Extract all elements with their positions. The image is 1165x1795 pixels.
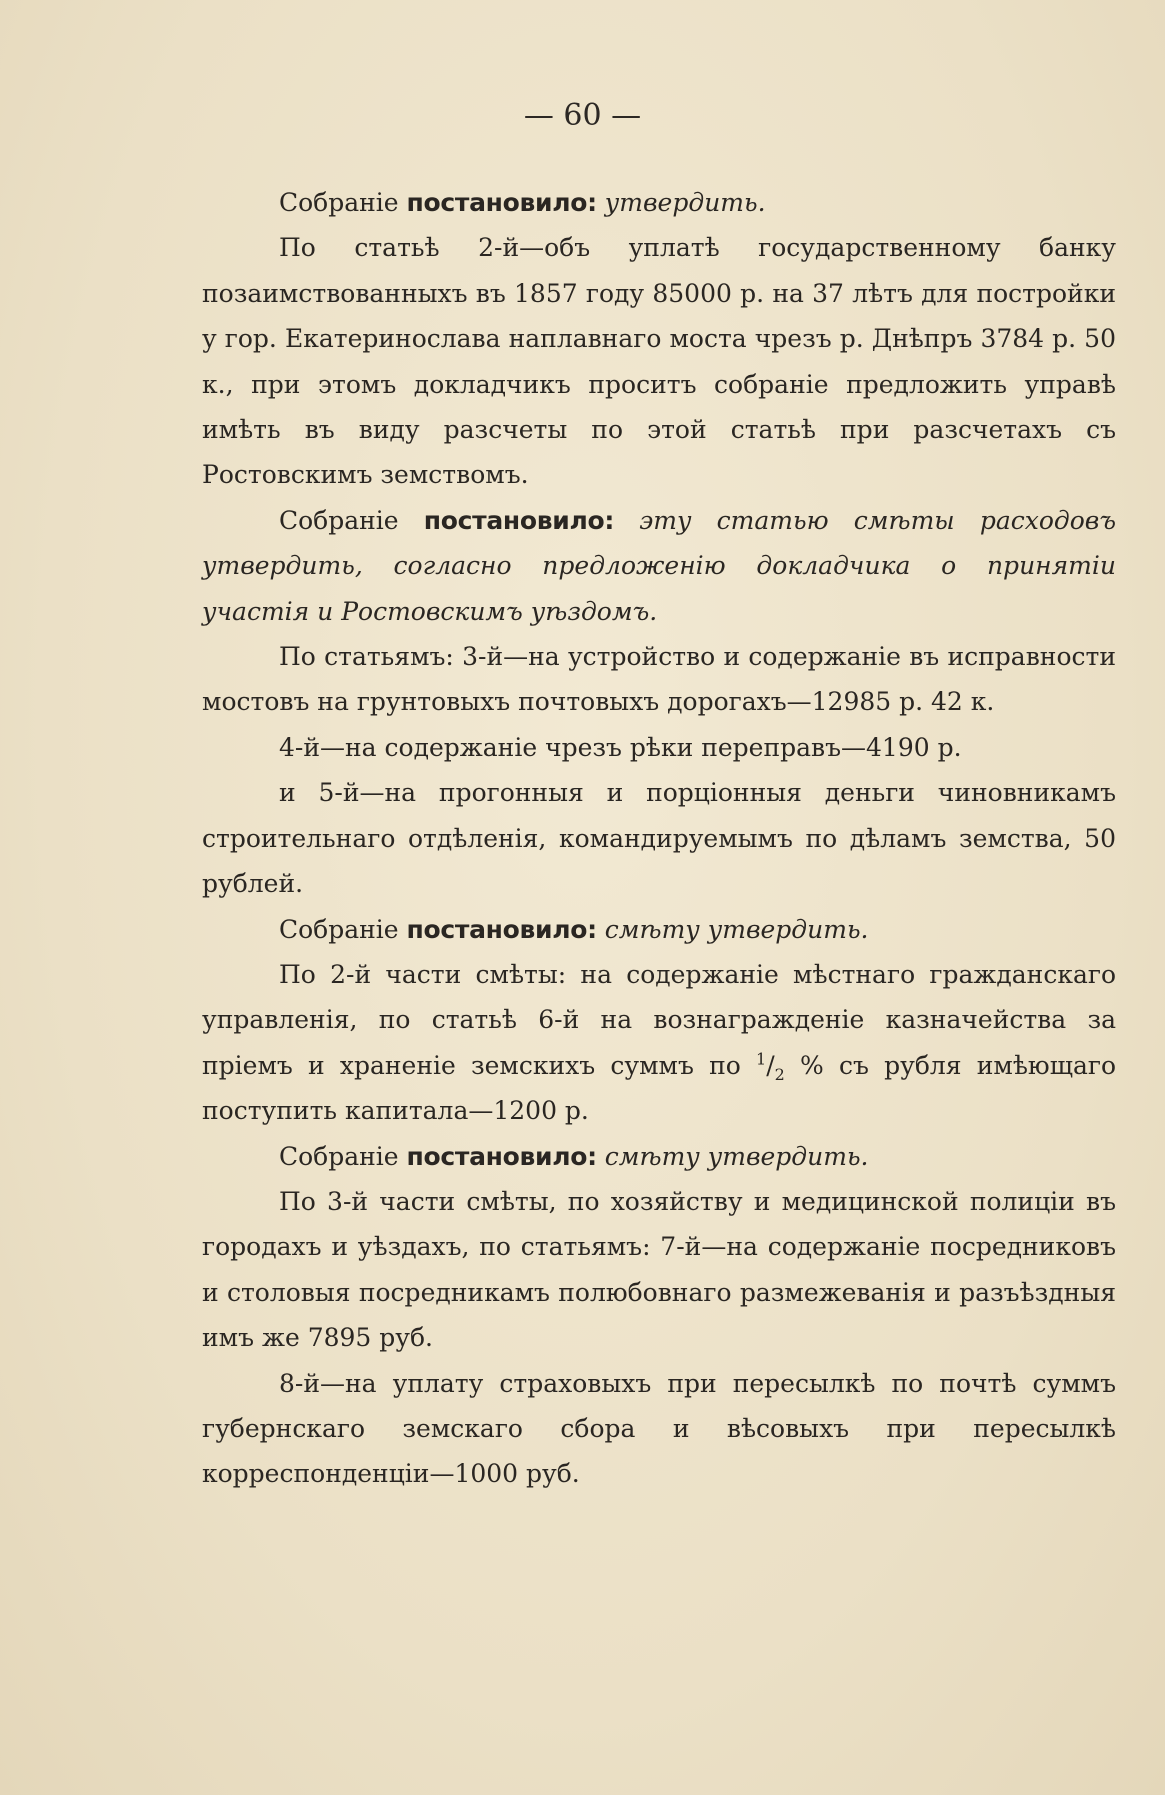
resolution-paragraph <box>202 907 1116 952</box>
resolution-paragraph <box>202 180 1116 225</box>
resolution-paragraph <box>202 1134 1116 1179</box>
resolution-keyword: постановило: <box>406 1141 597 1171</box>
page-number: — 60 — <box>523 98 642 133</box>
article-paragraph: и 5-й—на прогонныя и порціонныя деньги чиновникамъ строительнаго отдѣленія, командируемымъ по дѣламъ земства, 50 рублей. <box>202 778 1116 899</box>
resolution-text: смѣту утвердить. <box>596 1141 869 1171</box>
article-paragraph <box>202 952 1116 1134</box>
body-text <box>202 180 1116 1497</box>
fraction: $^1/_2$ <box>756 1049 785 1084</box>
resolution-lead: Собраніе <box>279 1141 407 1171</box>
resolution-text: эту статью смѣты расходовъ утвердить, согласно предложенію докладчика о принятіи участія и Ростовскимъ уѣздомъ. <box>202 505 1116 626</box>
resolution-lead: Собраніе <box>279 505 424 535</box>
article-paragraph: По 3-й части смѣты, по хозяйству и медицинской полиціи въ городахъ и уѣздахъ, по статьямъ: 7-й—на содержаніе посредниковъ и столовыя посредникамъ полюбовнаго размежеванія и разъѣздныя имъ же 7895 руб. <box>202 1186 1116 1353</box>
article-text: По 2-й части смѣты: на содержаніе мѣстнаго гражданскаго управленія, по статьѣ 6-й на вознагражденіе казначейства за пріемъ и храненіе земскихъ суммъ по <box>202 959 1116 1080</box>
resolution-text: смѣту утвердить. <box>596 914 869 944</box>
article-paragraph: По статьямъ: 3-й—на устройство и содержаніе въ исправности мостовъ на грунтовыхъ почтовыхъ дорогахъ—12985 р. 42 к. <box>202 642 1116 717</box>
resolution-lead: Собраніе <box>279 188 407 217</box>
resolution-lead: Собраніе <box>279 914 407 944</box>
article-paragraph: 4-й—на содержаніе чрезъ рѣки переправъ—4190 р. <box>279 732 962 762</box>
resolution-text: утвердить. <box>596 188 766 217</box>
resolution-paragraph <box>202 498 1116 634</box>
resolution-keyword: постановило: <box>406 914 597 944</box>
resolution-keyword: постановило: <box>406 188 597 217</box>
resolution-keyword: постановило: <box>423 505 615 535</box>
article-paragraph: По статьѣ 2-й—объ уплатѣ государственному банку позаимствованныхъ въ 1857 году 85000 р. на 37 лѣтъ для постройки у гор. Екатеринослава наплавнаго моста чрезъ р. Днѣпръ 3784 р. 50 к., при этомъ докладчикъ проситъ собраніе предложить управѣ имѣть въ виду разсчеты по этой статьѣ при разсчетахъ съ Ростовскимъ земствомъ. <box>202 233 1116 490</box>
article-paragraph: 8-й—на уплату страховыхъ при пересылкѣ по почтѣ суммъ губернскаго земскаго сбора и вѣсовыхъ при пересылкѣ корреспонденціи—1000 руб. <box>202 1368 1116 1489</box>
article-text: % съ рубля имѣющаго поступить капитала—1200 р. <box>202 1050 1116 1126</box>
